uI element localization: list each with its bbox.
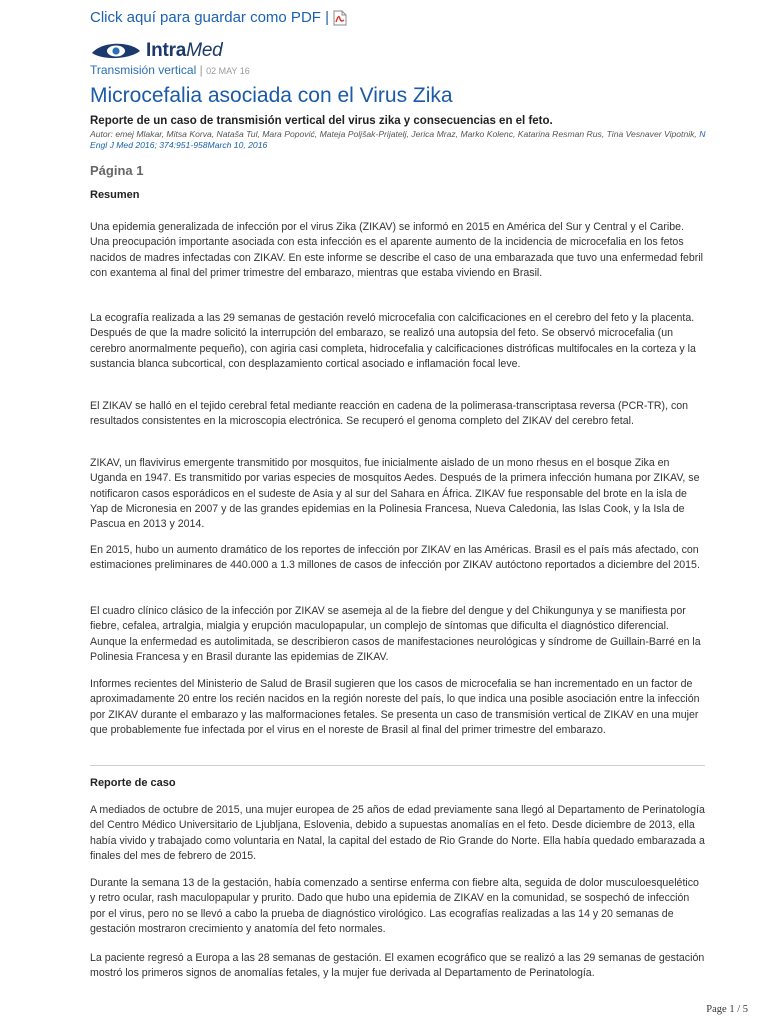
article-title: Microcefalia asociada con el Virus Zika <box>90 84 453 107</box>
logo-wordmark: IntraMed <box>146 40 223 61</box>
paragraph: ZIKAV, un flavivirus emergente transmitido por mosquitos, fue inicialmente aislado de un mono rhesus en el bosque Zika en Uganda en 1947. Es transmitido por varias especies de mosquitos Aedes. Después de la primera infección humana por ZIKAV, se notificaron casos esporádicos en el sudeste de Asia y al sur del Sahara en África. ZIKAV fue responsable del brote en la isla de Yap de Micronesia en 2007 y de las grandes epidemias en la Polinesia Francesa, Nueva Caledonia, las Islas Cook, y la Isla de Pascua en 2013 y 2014. <box>90 457 700 531</box>
paragraph: A mediados de octubre de 2015, una mujer europea de 25 años de edad previamente sana llegó al Departamento de Perinatología del Centro Médico Universitario de Ljubljana, Eslovenia, debido a supuestas anomalías en el feto. Desde diciembre de 2013, ella había vivido y trabajado como voluntaria en Natal, la capital del estado de Rio Grande do Norte. Ella había quedado embarazada a finales del mes de febrero de 2015. <box>90 804 705 862</box>
section-divider <box>90 765 705 766</box>
article-authors <box>90 129 710 151</box>
paragraph: La ecografía realizada a las 29 semanas de gestación reveló microcefalia con calcificaciones en el cerebro del feto y la placenta. Después de que la madre solicitó la interrupción del embarazo, se realizó una autopsia del feto. Se observó microcefalia (un cerebro anormalmente pequeño), con agiria casi completa, hidrocefalia y calcificaciones distróficas multifocales en la corteza y la sustancia blanca subcortical, con desplazamiento cortical asociado e inflamación focal leve. <box>90 312 696 370</box>
journal-reference-link[interactable]: N Engl J Med 2016; 374:951-958March 10, 2016 <box>90 129 706 150</box>
category-link[interactable]: Transmisión vertical <box>90 63 197 77</box>
paragraph: Una epidemia generalizada de infección por el virus Zika (ZIKAV) se informó en 2015 en América del Sur y Central y el Caribe. Una preocupación importante asociada con esta infección es el aparente aumento de la incidencia de microcefalia en los fetos nacidos de madres infectadas con ZIKAV. En este informe se describe el caso de una embarazada que tuvo una enfermedad febril con exantema al final del primer trimestre del embarazo, mientras que estaba viviendo en Brasil. <box>90 221 704 279</box>
paragraph: En 2015, hubo un aumento dramático de los reportes de infección por ZIKAV en las Américas. Brasil es el país más afectado, con estimaciones preliminares de 440.000 a 1.3 millones de casos de infección por ZIKAV autóctono reportados a diciembre del 2015. <box>90 544 700 572</box>
publish-date: 02 MAY 16 <box>206 66 250 76</box>
page-label: Página 1 <box>90 163 144 178</box>
save-as-pdf-link[interactable] <box>90 9 347 26</box>
meta-separator: | <box>199 63 203 77</box>
paragraph: El cuadro clínico clásico de la infección por ZIKAV se asemeja al de la fiebre del dengue y del Chikungunya y se manifiesta por fiebre, cefalea, artralgia, mialgia y erupción maculopapular, un complejo de síntomas que dificulta el diagnóstico diferencial. Aunque la enfermedad es autolimitada, se describieron casos de manifestaciones neurológicas y síndrome de Guillain-Barré en la Polinesia Francesa y en Brasil durante las epidemias de ZIKAV. <box>90 605 701 663</box>
intramed-logo[interactable] <box>90 40 223 62</box>
section-heading-resumen: Resumen <box>90 189 140 201</box>
paragraph: La paciente regresó a Europa a las 28 semanas de gestación. El examen ecográfico que se realizó a las 29 semanas de gestación mostró los primeros signos de anomalías fetales, y la mujer fue derivada al Departamento de Perinatología. <box>90 952 705 980</box>
intramed-eye-logo-icon <box>90 40 142 62</box>
authors-list: Autor: emej Mlakar, Mitsa Korva, Nataša Tul, Mara Popović, Mateja Poljšak-Prijatelj, Jerica Mraz, Marko Kolenc, Katarina Resman Rus, Tina Vesnaver Vipotnik, <box>90 129 700 139</box>
paragraph: El ZIKAV se halló en el tejido cerebral fetal mediante reacción en cadena de la polimerasa-transcriptasa reversa (PCR-TR), con resultados consistentes en la microscopia electrónica. Se recuperó el genoma completo del ZIKAV del cerebro fetal. <box>90 400 689 428</box>
pdf-file-icon[interactable] <box>333 10 347 26</box>
article-meta <box>90 63 250 77</box>
page-number: Page 1 / 5 <box>706 1004 748 1015</box>
article-subtitle: Reporte de un caso de transmisión vertical del virus zika y consecuencias en el feto. <box>90 115 553 127</box>
section-heading-reporte: Reporte de caso <box>90 777 176 789</box>
save-as-pdf-label: Click aquí para guardar como PDF | <box>90 9 329 26</box>
paragraph: Durante la semana 13 de la gestación, había comenzado a sentirse enferma con fiebre alta, seguida de dolor musculoesquelético y retro ocular, rash maculopapular y prurito. Dado que hubo una epidemia de ZIKAV en la comunidad, se sospechó de infección por el virus, pero no se llevó a cabo la prueba de diagnóstico virológico. Las ecografías realizadas a las 14 y 20 semanas de gestación mostraron crecimiento y anatomía del feto normales. <box>90 877 699 935</box>
paragraph: Informes recientes del Ministerio de Salud de Brasil sugieren que los casos de microcefalia se han incrementado en un factor de aproximadamente 20 entre los recién nacidos en la región noreste del país, lo que indica una posible asociación entre la infección por ZIKAV durante el embarazo y las malformaciones fetales. Se presenta un caso de transmisión vertical de ZIKAV en una mujer que probablemente fue infectada por el virus en el noreste de Brasil al final del primer trimestre del embarazo. <box>90 678 700 736</box>
